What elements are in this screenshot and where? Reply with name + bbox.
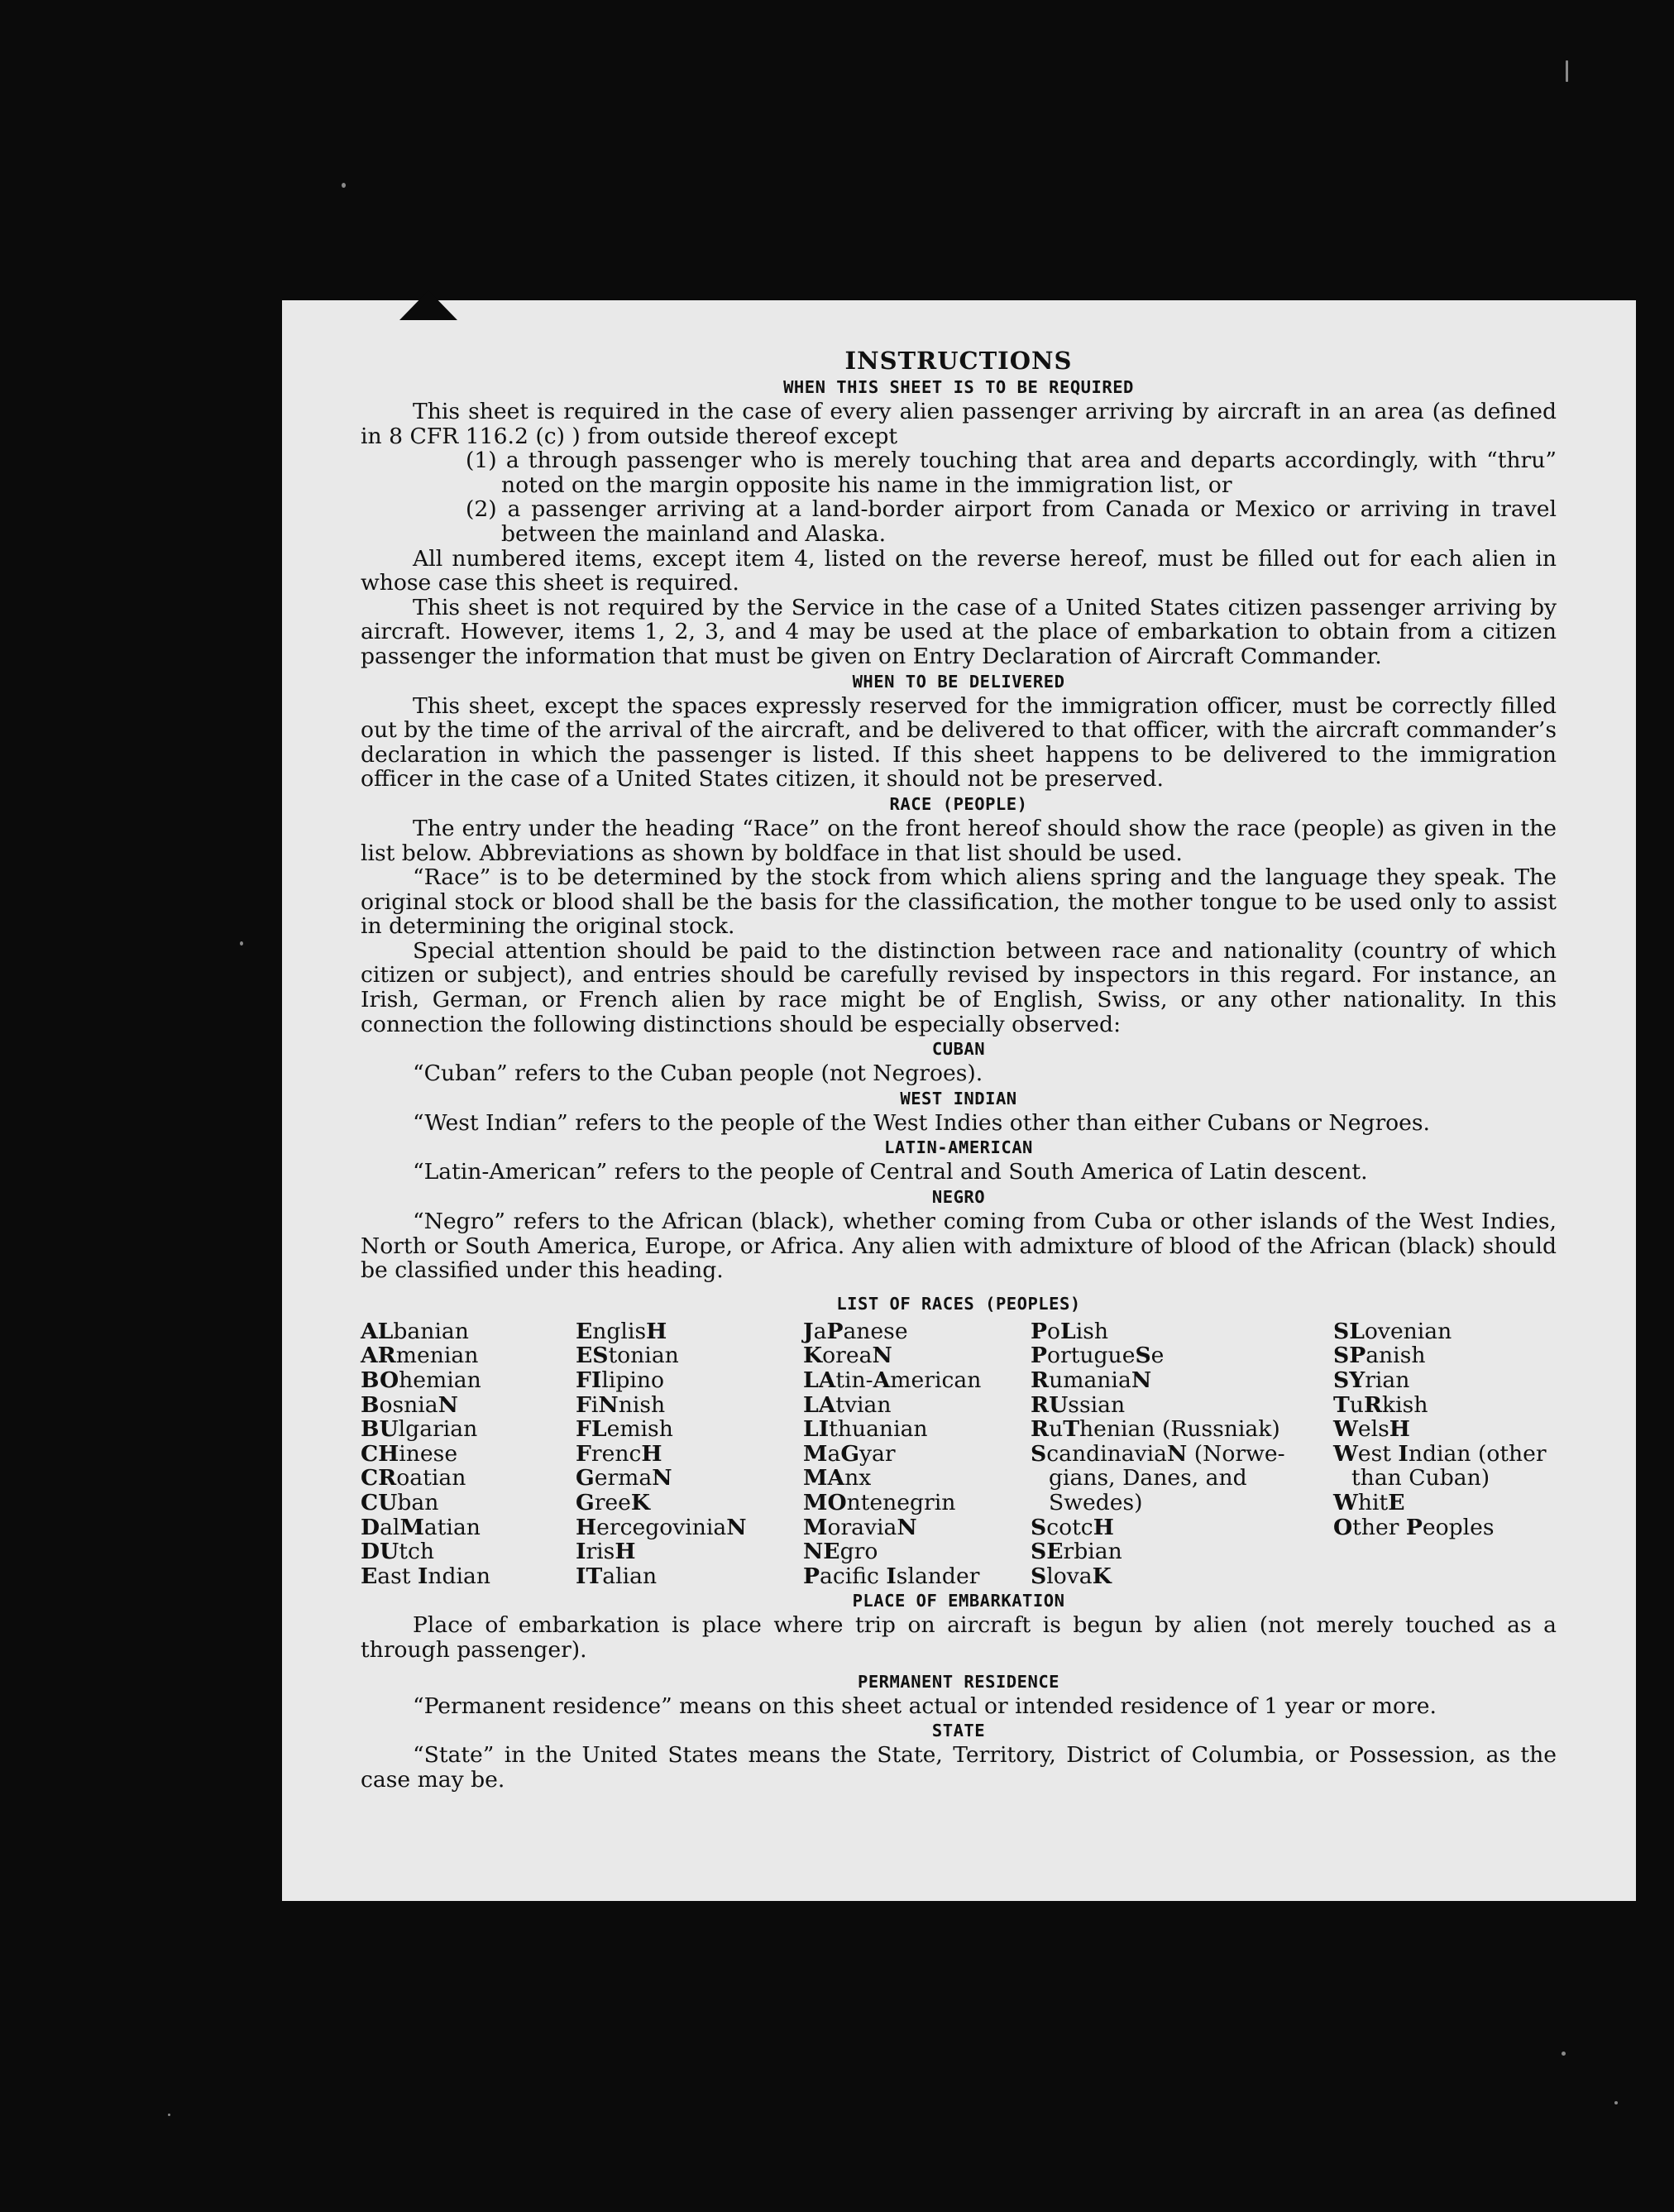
- race-item: SYrian: [1333, 1367, 1410, 1393]
- race-item: RUssian: [1031, 1391, 1126, 1418]
- race-item: MaGyar: [803, 1440, 896, 1467]
- race-item: FiNnish: [576, 1391, 666, 1418]
- paragraph-citizen: This sheet is not required by the Service in the case of a United States citizen passenger arriving by aircraft. However, items 1, 2, 3, and 4 may be used at the place of embarkation to obtain from a citizen passenger the information that must be given on Entry Declaration of Aircraft Commander.: [361, 594, 1557, 669]
- race-column-5: [1333, 1319, 1557, 1589]
- instructions-title: INSTRUCTIONS: [844, 347, 1073, 375]
- paragraph-required: This sheet is required in the case of every alien passenger arriving by aircraft in an area (as defined in 8 CFR 116.2 (c) ) from outside thereof except: [361, 399, 1557, 449]
- section-heading-cuban: CUBAN: [931, 1039, 986, 1060]
- race-item: EnglisH: [576, 1318, 667, 1344]
- race-item: EStonian: [576, 1343, 679, 1369]
- paragraph-cuban: “Cuban” refers to the Cuban people (not Negroes).: [413, 1061, 983, 1087]
- race-item: CRoatian: [361, 1465, 466, 1491]
- paragraph-numbered-items: All numbered items, except item 4, listed on the reverse hereof, must be filled out for each alien in whose case this sheet is required.: [361, 545, 1557, 596]
- paragraph-delivered: This sheet, except the spaces expressly reserved for the immigration officer, must be correctly filled out by the time of the arrival of the aircraft, and be delivered to that officer, with the aircraft commander’s declaration in which the passenger is listed. If this sheet happens to be delivered to the immigration officer in the case of a United States citizen, it should not be preserved.: [361, 692, 1557, 792]
- race-item: ALbanian: [361, 1318, 469, 1344]
- paragraph-race-stock: “Race” is to be determined by the stock from which aliens spring and the language they speak. The original stock or blood shall be the basis for the classification, the mother tongue to be used only to assist in determining the original stock.: [361, 864, 1557, 940]
- race-column-1: [361, 1319, 576, 1589]
- race-item: East Indian: [361, 1563, 491, 1589]
- race-item: SErbian: [1031, 1539, 1122, 1565]
- race-item: gians, Danes, and: [1049, 1465, 1247, 1491]
- race-list: [361, 1319, 1557, 1589]
- race-item: JaPanese: [803, 1318, 908, 1344]
- paragraph-state: “State” in the United States means the State, Territory, District of Columbia, or Possession, as the case may be.: [361, 1742, 1557, 1793]
- race-item: ARmenian: [361, 1343, 479, 1369]
- race-column-4: [1031, 1319, 1333, 1589]
- race-item: HercegoviniaN: [576, 1514, 747, 1540]
- race-item: PortugueSe: [1031, 1343, 1165, 1369]
- race-item: PoLish: [1031, 1318, 1108, 1344]
- section-heading-west-indian: WEST INDIAN: [900, 1088, 1017, 1108]
- document-page: [282, 300, 1636, 1901]
- section-heading-delivered: WHEN TO BE DELIVERED: [852, 671, 1065, 692]
- race-item: than Cuban): [1351, 1465, 1490, 1491]
- race-item: LAtvian: [803, 1391, 892, 1418]
- race-column-2: [576, 1319, 803, 1589]
- section-heading-negro: NEGRO: [931, 1187, 986, 1208]
- race-item: BOhemian: [361, 1367, 481, 1393]
- race-item: BosniaN: [361, 1391, 458, 1418]
- paragraph-negro: “Negro” refers to the African (black), whether coming from Cuba or other islands of the West Indies, North or South America, Europe, or Africa. Any alien with admixture of blood of the African (black) should be classified under this heading.: [361, 1209, 1557, 1284]
- section-heading-latin-american: LATIN-AMERICAN: [884, 1137, 1033, 1158]
- race-item: LIthuanian: [803, 1416, 928, 1443]
- race-item: LAtin-American: [803, 1367, 982, 1393]
- race-item: FLemish: [576, 1416, 673, 1443]
- race-item: FIlipino: [576, 1367, 665, 1393]
- section-heading-required: WHEN THIS SHEET IS TO BE REQUIRED: [783, 377, 1134, 397]
- race-item: West Indian (other: [1333, 1440, 1547, 1467]
- race-item: BUlgarian: [361, 1416, 478, 1443]
- race-item: SPanish: [1333, 1343, 1426, 1369]
- race-item: MoraviaN: [803, 1514, 917, 1540]
- paragraph-race-nationality: Special attention should be paid to the distinction between race and nationality (country of which citizen or subject), and entries should be carefully revised by inspectors in this regard. For instance, an Irish, German, or French alien by race might be of English, Swiss, or any other nationality. In this connection the following distinctions should be especially observed:: [361, 937, 1557, 1037]
- race-item: RumaniaN: [1031, 1367, 1152, 1393]
- race-item: ScandinaviaN (Norwe-: [1031, 1440, 1285, 1467]
- race-item: CHinese: [361, 1440, 458, 1467]
- race-column-3: [803, 1319, 1031, 1589]
- race-item: RuThenian (Russniak): [1031, 1416, 1280, 1443]
- section-heading-list-of-races: LIST OF RACES (PEOPLES): [836, 1293, 1081, 1314]
- exception-item-1: (1) a through passenger who is merely touching that area and departs accordingly, with “thru” noted on the margin opposite his name in the immigration list, or: [466, 448, 1557, 498]
- race-item: Other Peoples: [1333, 1514, 1495, 1540]
- race-item: DUtch: [361, 1539, 434, 1565]
- race-item: Swedes): [1049, 1489, 1143, 1515]
- race-item: NEgro: [803, 1539, 878, 1565]
- race-item: Pacific Islander: [803, 1563, 980, 1589]
- race-item: IrisH: [576, 1539, 636, 1565]
- race-item: WelsH: [1333, 1416, 1410, 1443]
- instructions-content: [361, 347, 1557, 1792]
- race-item: MOntenegrin: [803, 1489, 956, 1515]
- exception-item-2: (2) a passenger arriving at a land-border airport from Canada or Mexico or arriving in travel between the mainland and Alaska.: [466, 496, 1557, 547]
- race-item: GermaN: [576, 1465, 672, 1491]
- section-heading-embarkation: PLACE OF EMBARKATION: [852, 1591, 1065, 1611]
- race-item: KoreaN: [803, 1343, 892, 1369]
- page-tear: [399, 290, 457, 320]
- paragraph-race-entry: The entry under the heading “Race” on the front hereof should show the race (people) as given in the list below. Abbreviations as shown by boldface in that list should be used.: [361, 815, 1557, 866]
- race-item: DalMatian: [361, 1514, 481, 1540]
- race-item: TuRkish: [1333, 1391, 1428, 1418]
- section-heading-race: RACE (PEOPLE): [889, 793, 1028, 814]
- race-item: WhitE: [1333, 1489, 1405, 1515]
- race-item: CUban: [361, 1489, 439, 1515]
- paragraph-permanent-residence: “Permanent residence” means on this sheet actual or intended residence of 1 year or more.: [413, 1693, 1437, 1719]
- race-item: FrencH: [576, 1440, 662, 1467]
- race-item: SLovenian: [1333, 1318, 1452, 1344]
- race-item: MAnx: [803, 1465, 872, 1491]
- section-heading-permanent-residence: PERMANENT RESIDENCE: [858, 1671, 1059, 1692]
- race-item: ITalian: [576, 1563, 658, 1589]
- section-heading-state: STATE: [931, 1721, 986, 1741]
- race-item: SlovaK: [1031, 1563, 1112, 1589]
- race-item: GreeK: [576, 1489, 651, 1515]
- paragraph-latin-american: “Latin-American” refers to the people of Central and South America of Latin descent.: [413, 1159, 1368, 1185]
- race-item: ScotcH: [1031, 1514, 1114, 1540]
- paragraph-west-indian: “West Indian” refers to the people of the West Indies other than either Cubans or Negroes.: [413, 1109, 1431, 1136]
- paragraph-embarkation: Place of embarkation is place where trip on aircraft is begun by alien (not merely touched as a through passenger).: [361, 1612, 1557, 1663]
